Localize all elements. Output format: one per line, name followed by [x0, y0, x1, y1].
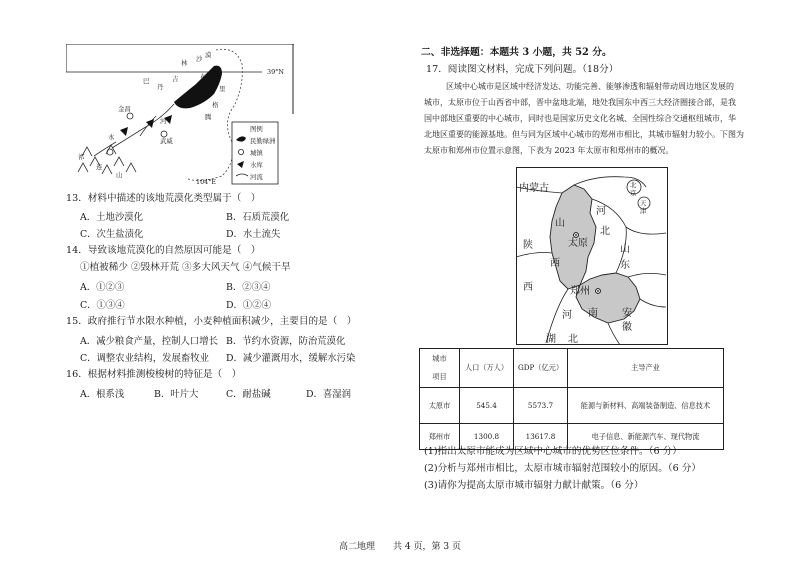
map1-lat-label: 39°N	[267, 68, 284, 76]
q17-sub-2: (2)分析与郑州市相比，太原市城市辐射范围较小的原因。（6 分）	[424, 463, 701, 474]
map2-label-henan-1: 河	[562, 310, 572, 321]
city-table-grid	[419, 348, 724, 450]
table-header-city-top: 城市	[432, 354, 447, 363]
map2-label-shanxi-2: 西	[550, 258, 560, 269]
legend-item-reservoir: 水库	[250, 161, 263, 169]
map1-label-wuwei: 武威	[160, 137, 173, 145]
q13-option-a[interactable]: A．土地沙漠化	[80, 212, 144, 223]
q16-option-a[interactable]: A．根系浅	[80, 389, 125, 400]
q13-stem: 13．材料中描述的该地荒漠化类型属于（ ）	[66, 193, 261, 204]
table-header-city-bottom: 项目	[432, 372, 447, 381]
q16-option-c[interactable]: C．耐盐碱	[226, 389, 271, 400]
table-header-row	[420, 349, 724, 388]
map2-label-shandong-2: 东	[620, 260, 630, 271]
q14-sub-items: ①植被稀少 ②毁林开荒 ③多大风天气 ④气候干旱	[80, 262, 291, 273]
map2-label-hubei-1: 湖	[546, 334, 556, 345]
q17-intro: 17．阅读图文材料，完成下列问题。（18分）	[426, 64, 619, 75]
map1-label-lin: 林	[181, 59, 188, 67]
q16-stem: 16．根据材料推测梭梭树的特征是（ ）	[66, 369, 242, 380]
q14-option-d[interactable]: D．①②④	[226, 300, 272, 311]
table-cell-city: 太原市	[420, 388, 460, 424]
map2-label-hebei-1: 河	[596, 206, 606, 217]
q15-option-c[interactable]: C．调整农业结构，发展畜牧业	[80, 353, 210, 364]
map1-label-li: 丹	[157, 83, 164, 91]
section-title: 二、非选择题：本题共 3 小题，共 52 分。	[421, 47, 612, 58]
legend-title: 图例	[250, 125, 263, 133]
q17-sub-3: (3)请你为提高太原市城市辐射力献计献策。（6 分）	[424, 480, 644, 491]
map2-label-beijing-2: 京	[630, 189, 637, 197]
map2-label-hebei-2: 北	[600, 226, 610, 237]
map2-label-neimenggu: 内蒙古	[519, 183, 549, 194]
table-cell-gdp: 5573.7	[514, 388, 568, 424]
q15-option-d[interactable]: D．减少灌溉用水，缓解水污染	[226, 353, 356, 364]
map1-label-sha: 沙	[196, 55, 203, 63]
map2-label-henan-2: 南	[588, 308, 598, 319]
map2-label-beijing-1: 北	[630, 181, 637, 189]
map2-label-shaanxi-2: 西	[523, 282, 533, 293]
map1-label-ba: 巴	[143, 77, 150, 85]
table-header-gdp: GDP（亿元）	[514, 349, 568, 388]
page-footer: 高二地理 共 4 页，第 3 页	[339, 542, 461, 552]
map1-label-ji: 吉	[172, 75, 179, 83]
q13-option-b[interactable]: B．石质荒漠化	[226, 212, 290, 223]
map1-label-ge: 格	[212, 101, 219, 109]
q17-passage-line-5: 太原市和郑州市位置示意图，下表为 2023 年太原市和郑州市的概况。	[424, 146, 674, 155]
table-cell-pop: 545.4	[460, 388, 514, 424]
q17-passage-line-1: 区域中心城市是区域中经济发达、功能完善、能够渗透和辐射带动周边地区发展的	[446, 82, 734, 91]
map1-label-he: 河	[160, 117, 167, 125]
q15-stem: 15．政府推行节水限水种植，小麦种植面积减少，主要目的是（ ）	[66, 316, 357, 327]
map2-label-shaanxi-1: 陕	[523, 240, 533, 251]
q17-passage-line-2: 城市，太原市位于山西省中部，晋中盆地北端，地处我国东中西三大经济圈接合部，是我	[424, 98, 736, 107]
q17-sub-1: (1)指出太原市能成为区域中心城市的优势区位条件。（6 分）	[424, 446, 682, 457]
map1-label-bu: 布	[200, 73, 207, 81]
q17-passage-line-3: 国中部地区重要的中心城市，同时也是国家历史文化名城、全国性综合交通枢纽城市，华	[424, 114, 736, 123]
q14-option-b[interactable]: B．②③④	[226, 282, 271, 293]
legend-item-river: 河流	[250, 173, 263, 181]
q16-option-b[interactable]: B．叶片大	[154, 389, 199, 400]
q16-option-d[interactable]: D．喜湿润	[306, 389, 352, 400]
map2-label-anhui-1: 安	[622, 308, 632, 319]
map1-label-mo: 漠	[205, 51, 212, 59]
map1-lon-label: 104°E	[196, 178, 217, 186]
map1-label-li2: 里	[219, 85, 226, 93]
map1-label-qi: 祁	[78, 153, 85, 161]
map1-label-teng: 腾	[205, 113, 212, 121]
map1-label-lian: 连	[96, 163, 103, 171]
table-row	[420, 388, 724, 424]
legend-item-town: 城镇	[250, 149, 263, 157]
q13-option-d[interactable]: D．水土流失	[226, 229, 281, 240]
table-header-industry: 主导产业	[568, 349, 724, 388]
q13-option-c[interactable]: C．次生盐渍化	[80, 229, 144, 240]
table-cell-gdp: 13617.8	[514, 424, 568, 450]
city-table	[419, 348, 724, 450]
map1-label-shan: 山	[116, 171, 123, 179]
q14-option-c[interactable]: C．①③④	[80, 300, 125, 311]
table-cell-pop: 1300.8	[460, 424, 514, 450]
table-header-city	[420, 349, 460, 388]
map2-label-shanxi-1: 山	[555, 218, 565, 229]
q15-option-b[interactable]: B．节约水资源，防治荒漠化	[226, 336, 346, 347]
map1-label-jinchang: 金昌	[118, 105, 131, 113]
table-cell-industry: 能源与新材料、高端装备制造、信息技术	[568, 388, 724, 424]
map2-label-zhengzhou: 郑州	[570, 286, 590, 297]
map2-label-shandong-1: 山	[620, 244, 630, 255]
map2-label-tianjin-2: 津	[640, 207, 647, 215]
q15-option-a[interactable]: A．减少粮食产量，控制人口增长	[80, 336, 219, 347]
map2-label-tianjin-1: 天	[640, 199, 647, 207]
table-cell-city: 郑州市	[420, 424, 460, 450]
q14-stem: 14．导致该地荒漠化的自然原因可能是（ ）	[66, 245, 261, 256]
q17-passage-line-4: 北地区重要的能源基地。但与同为区域中心城市的郑州市相比，其城市辐射力较小。下图为	[424, 130, 744, 139]
map2-label-anhui-2: 徽	[622, 322, 632, 333]
map1-label-yong: 永	[108, 133, 115, 141]
q14-option-a[interactable]: A．①②③	[80, 282, 125, 293]
map2-label-taiyuan: 太原	[568, 238, 588, 249]
table-header-pop: 人口（万人）	[460, 349, 514, 388]
legend-item-oasis: 民勤绿洲	[250, 137, 276, 145]
map2-label-hubei-2: 北	[568, 334, 578, 345]
table-cell-industry: 电子信息、新能源汽车、现代物流	[568, 424, 724, 450]
